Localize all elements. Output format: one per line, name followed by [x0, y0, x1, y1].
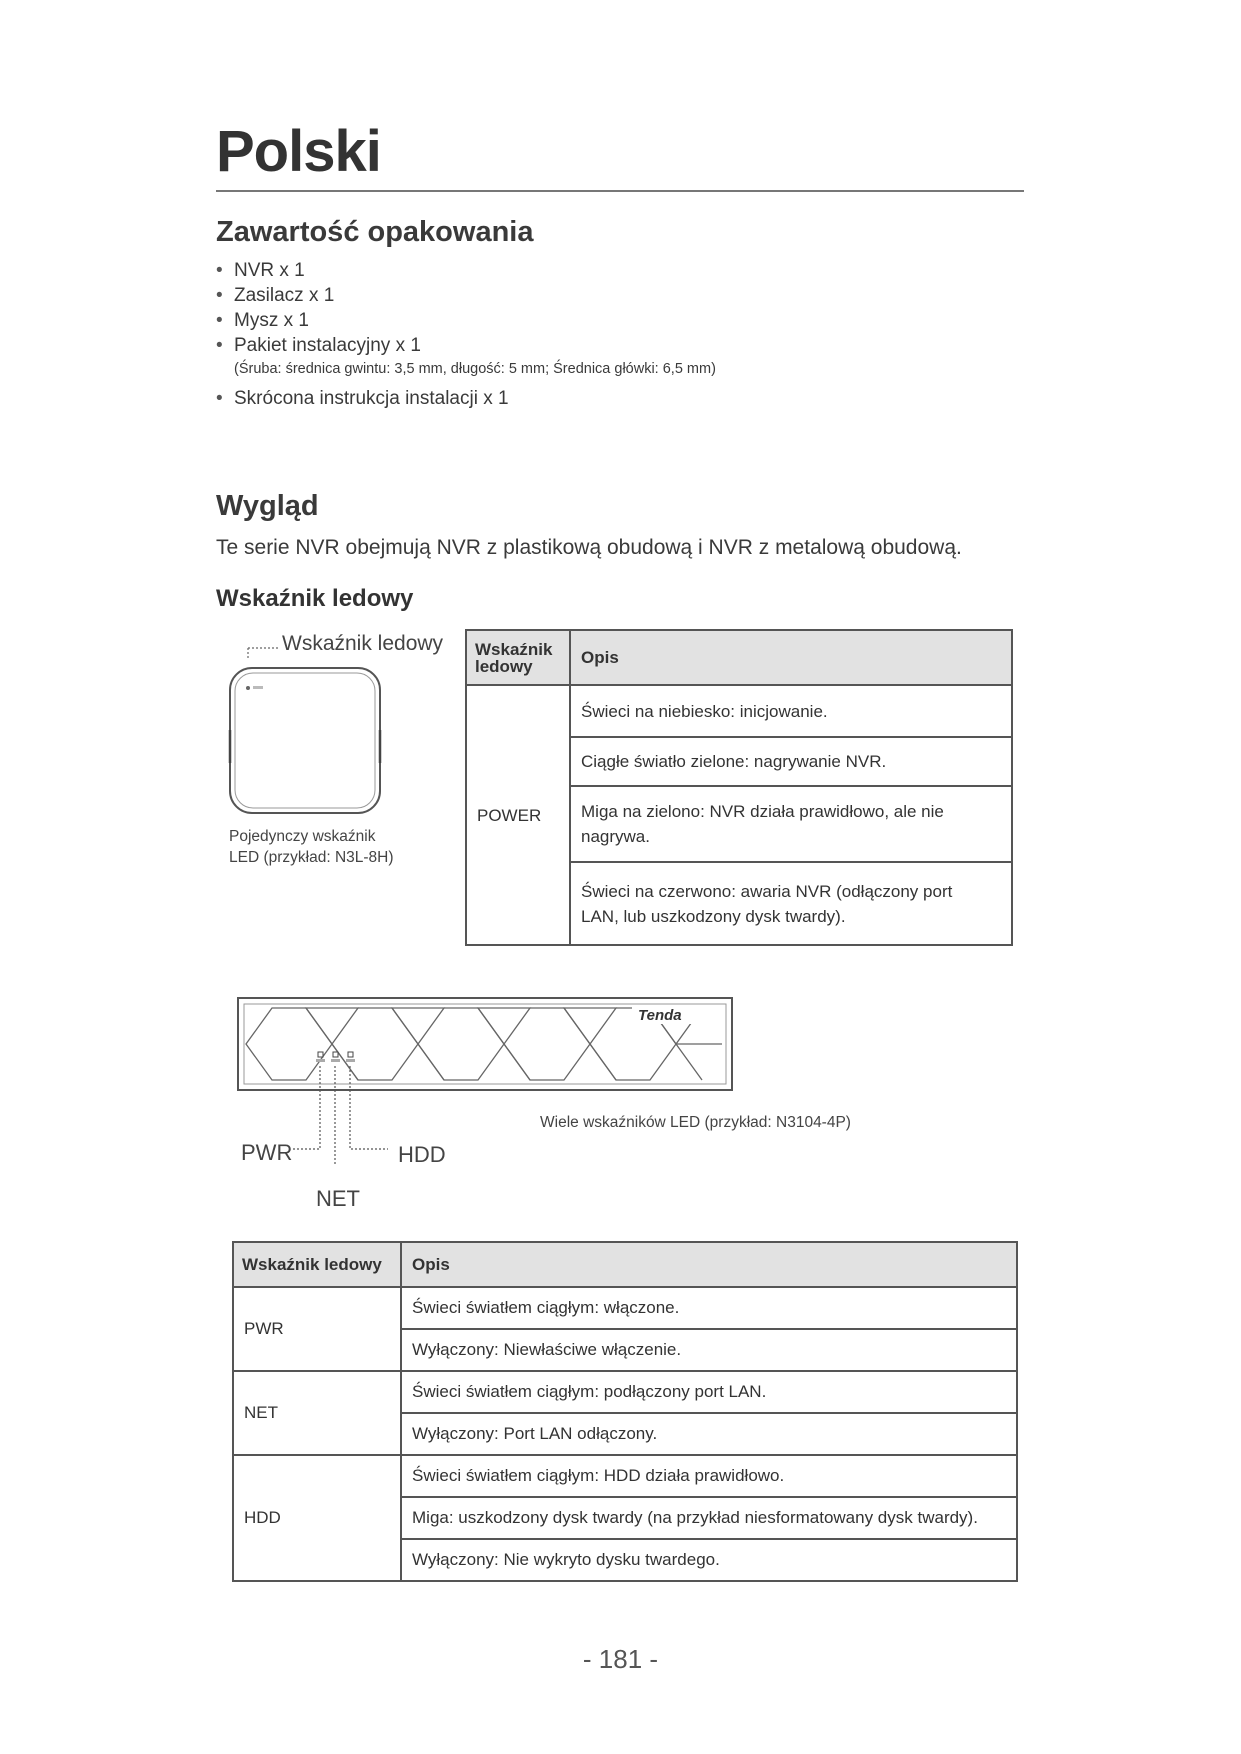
description-cell: Świeci na czerwono: awaria NVR (odłączony port LAN, lub uszkodzony dysk twardy). [570, 862, 1012, 945]
description-cell: Wyłączony: Nie wykryto dysku twardego. [401, 1539, 1017, 1581]
net-label: NET [316, 1186, 360, 1211]
table-header-indicator [466, 630, 570, 685]
appearance-intro: Te serie NVR obejmują NVR z plastikową obudową i NVR z metalową obudową. [216, 536, 962, 559]
pwr-label: PWR [241, 1140, 293, 1165]
header-line: Wskaźnik [475, 639, 553, 659]
indicator-cell: POWER [466, 685, 570, 945]
package-heading: Zawartość opakowania [216, 216, 534, 248]
description-cell: Świeci światłem ciągłym: podłączony port LAN. [401, 1371, 1017, 1413]
appearance-heading: Wygląd [216, 490, 319, 522]
indicator-cell: HDD [233, 1455, 401, 1581]
multi-led-device-illustration [236, 996, 736, 1166]
multi-led-caption: Wiele wskaźników LED (przykład: N3104-4P) [540, 1114, 851, 1131]
description-cell: Świeci na niebiesko: inicjowanie. [570, 685, 1012, 737]
screw-note: (Śruba: średnica gwintu: 3,5 mm, długość: 5 mm; Średnica główki: 6,5 mm) [234, 361, 716, 377]
single-led-caption [229, 826, 394, 868]
single-led-table [465, 629, 1013, 946]
package-list [216, 258, 1016, 411]
caption-line: Pojedynczy wskaźnik [229, 828, 376, 845]
description-cell: Wyłączony: Port LAN odłączony. [401, 1413, 1017, 1455]
page-number: - 181 - [582, 1644, 659, 1674]
list-item: • NVR x 1 [216, 258, 1016, 283]
single-led-device-illustration [220, 638, 390, 828]
indicator-cell: PWR [233, 1287, 401, 1371]
description-cell: Świeci światłem ciągłym: HDD działa prawidłowo. [401, 1455, 1017, 1497]
indicator-cell: NET [233, 1371, 401, 1455]
brand-logo: Tenda [638, 1007, 682, 1024]
table-header-indicator: Wskaźnik ledowy [233, 1242, 401, 1287]
table-row [233, 1287, 1017, 1329]
list-item: • Pakiet instalacyjny x 1 [216, 333, 1016, 358]
description-cell: Ciągłe światło zielone: nagrywanie NVR. [570, 737, 1012, 786]
table-row [466, 685, 1012, 737]
list-item: • Skrócona instrukcja instalacji x 1 [216, 386, 1016, 411]
description-cell: Wyłączony: Niewłaściwe włączenie. [401, 1329, 1017, 1371]
title-divider [216, 190, 1024, 192]
hdd-label: HDD [398, 1142, 446, 1167]
list-item: • Zasilacz x 1 [216, 283, 1016, 308]
list-item: • Mysz x 1 [216, 308, 1016, 333]
table-header-description: Opis [401, 1242, 1017, 1287]
page-title: Polski [216, 119, 381, 184]
description-cell: Świeci światłem ciągłym: włączone. [401, 1287, 1017, 1329]
power-led-dot [246, 686, 250, 690]
led-subheading: Wskaźnik ledowy [216, 585, 414, 612]
caption-line: LED (przykład: N3L-8H) [229, 849, 394, 866]
table-row [233, 1455, 1017, 1497]
description-cell: Miga na zielono: NVR działa prawidłowo, ale nie nagrywa. [570, 786, 1012, 862]
led-callout-label: Wskaźnik ledowy [282, 632, 444, 655]
table-row [233, 1371, 1017, 1413]
multi-led-table [232, 1241, 1018, 1582]
description-cell: Miga: uszkodzony dysk twardy (na przykład niesformatowany dysk twardy). [401, 1497, 1017, 1539]
header-line: ledowy [475, 656, 533, 676]
table-header-description: Opis [570, 630, 1012, 685]
